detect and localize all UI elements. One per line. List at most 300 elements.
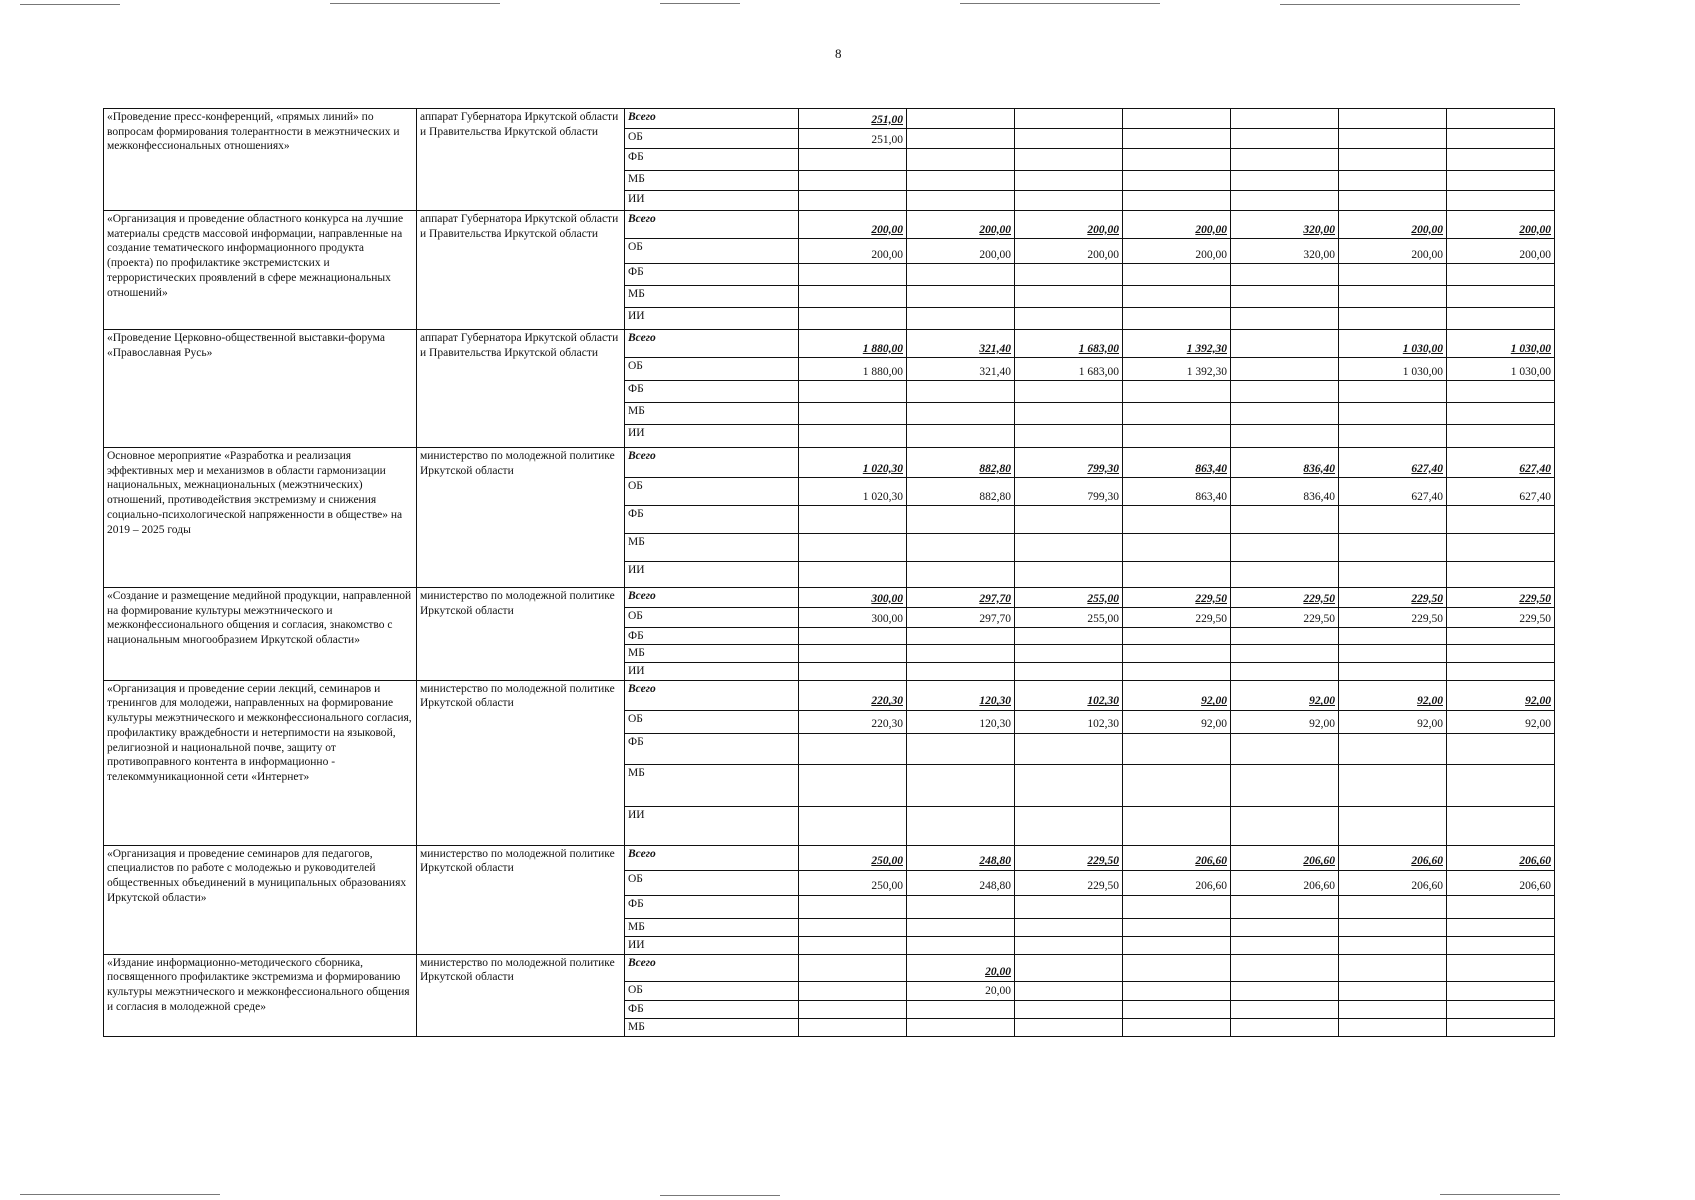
year-amount-cell xyxy=(1339,918,1447,936)
year-amount-cell xyxy=(1339,149,1447,171)
year-amount-cell xyxy=(1231,403,1339,425)
year-amount-cell xyxy=(1339,308,1447,330)
table-row xyxy=(104,211,1555,239)
funding-source: МБ xyxy=(625,403,799,425)
year-amount-cell xyxy=(1447,149,1555,171)
year-amount-cell xyxy=(799,918,907,936)
year-amount-cell: 200,00 xyxy=(1339,211,1447,239)
year-amount-cell xyxy=(1231,918,1339,936)
year-amount-cell xyxy=(1231,308,1339,330)
activity-name: «Издание информационно-методического сборника, посвященного профилактике экстремизма и формированию культуры межэтнического и межконфессионального общения и согласия в молодежной среде» xyxy=(104,954,417,1036)
year-amount-cell: 229,50 xyxy=(1447,608,1555,628)
year-amount-cell xyxy=(1231,954,1339,981)
year-amount-cell xyxy=(1339,1018,1447,1036)
funding-source: МБ xyxy=(625,1018,799,1036)
year-amount-cell xyxy=(1015,1000,1123,1018)
scan-edge-mark xyxy=(1440,1194,1560,1195)
year-amount-cell xyxy=(1015,954,1123,981)
year-amount-cell xyxy=(1339,954,1447,981)
year-amount-cell: 92,00 xyxy=(1447,680,1555,710)
year-amount-cell: 102,30 xyxy=(1015,680,1123,710)
year-amount-cell: 120,30 xyxy=(907,710,1015,733)
year-amount-cell xyxy=(1339,264,1447,286)
year-amount-cell xyxy=(907,109,1015,129)
year-amount-cell: 200,00 xyxy=(799,239,907,264)
year-amount-cell xyxy=(1339,662,1447,680)
year-amount-cell xyxy=(799,191,907,211)
year-amount-cell: 229,50 xyxy=(1123,588,1231,608)
activity-name: «Проведение пресс-конференций, «прямых линий» по вопросам формирования толерантности в межэтнических и межконфессиональных отношениях» xyxy=(104,109,417,211)
year-amount-cell: 297,70 xyxy=(907,608,1015,628)
funding-source: Всего xyxy=(625,448,799,478)
year-amount-cell: 1 030,00 xyxy=(1447,358,1555,381)
year-amount-cell: 1 030,00 xyxy=(1447,330,1555,358)
year-amount-cell xyxy=(799,403,907,425)
scan-edge-mark xyxy=(960,3,1160,4)
responsible-executor: министерство по молодежной политике Иркутской области xyxy=(417,448,625,588)
year-amount-cell xyxy=(799,662,907,680)
year-amount-cell xyxy=(799,286,907,308)
year-amount-cell xyxy=(1339,936,1447,954)
year-amount-cell xyxy=(1447,109,1555,129)
year-amount-cell xyxy=(1015,645,1123,662)
year-amount-cell: 248,80 xyxy=(907,870,1015,895)
year-amount-cell: 229,50 xyxy=(1231,588,1339,608)
year-amount-cell xyxy=(1123,506,1231,534)
year-amount-cell xyxy=(1123,645,1231,662)
funding-source: ИИ xyxy=(625,425,799,448)
funding-source: ФБ xyxy=(625,1000,799,1018)
year-amount-cell: 229,50 xyxy=(1339,608,1447,628)
year-amount-cell xyxy=(1339,403,1447,425)
scan-edge-mark xyxy=(660,1195,780,1196)
year-amount-cell: 92,00 xyxy=(1447,710,1555,733)
year-amount-cell xyxy=(799,764,907,806)
year-amount-cell xyxy=(1447,645,1555,662)
year-amount-cell xyxy=(1447,562,1555,588)
year-amount-cell: 836,40 xyxy=(1231,478,1339,506)
year-amount-cell xyxy=(1015,806,1123,845)
funding-source: ОБ xyxy=(625,981,799,1000)
year-amount-cell xyxy=(1015,918,1123,936)
funding-source: ИИ xyxy=(625,936,799,954)
year-amount-cell: 882,80 xyxy=(907,478,1015,506)
year-amount-cell xyxy=(1231,358,1339,381)
year-amount-cell: 627,40 xyxy=(1447,478,1555,506)
year-amount-cell: 882,80 xyxy=(907,448,1015,478)
year-amount-cell xyxy=(907,534,1015,562)
year-amount-cell: 200,00 xyxy=(907,211,1015,239)
year-amount-cell xyxy=(799,895,907,918)
year-amount-cell xyxy=(799,171,907,191)
year-amount-cell: 206,60 xyxy=(1123,870,1231,895)
year-amount-cell xyxy=(1123,662,1231,680)
activity-name: «Организация и проведение семинаров для педагогов, специалистов по работе с молодежью и руководителей общественных объединений в муниципальных образованиях Иркутской области» xyxy=(104,845,417,954)
year-amount-cell: 1 020,30 xyxy=(799,478,907,506)
year-amount-cell xyxy=(907,918,1015,936)
year-amount-cell xyxy=(1447,981,1555,1000)
year-amount-cell: 799,30 xyxy=(1015,478,1123,506)
funding-source: ФБ xyxy=(625,264,799,286)
responsible-executor: аппарат Губернатора Иркутской области и Правительства Иркутской области xyxy=(417,330,625,448)
table-row xyxy=(104,845,1555,870)
funding-source: ОБ xyxy=(625,870,799,895)
year-amount-cell: 321,40 xyxy=(907,330,1015,358)
year-amount-cell: 120,30 xyxy=(907,680,1015,710)
year-amount-cell: 20,00 xyxy=(907,954,1015,981)
year-amount-cell xyxy=(799,562,907,588)
year-amount-cell xyxy=(1447,895,1555,918)
year-amount-cell xyxy=(799,1018,907,1036)
funding-source: МБ xyxy=(625,534,799,562)
funding-source: ОБ xyxy=(625,478,799,506)
year-amount-cell: 92,00 xyxy=(1231,680,1339,710)
year-amount-cell xyxy=(1231,191,1339,211)
year-amount-cell: 1 392,30 xyxy=(1123,358,1231,381)
year-amount-cell xyxy=(1447,764,1555,806)
table-row xyxy=(104,109,1555,129)
year-amount-cell xyxy=(907,129,1015,149)
funding-source: ИИ xyxy=(625,806,799,845)
year-amount-cell: 321,40 xyxy=(907,358,1015,381)
year-amount-cell xyxy=(1123,733,1231,764)
funding-source: Всего xyxy=(625,109,799,129)
year-amount-cell xyxy=(1123,954,1231,981)
funding-source: ОБ xyxy=(625,358,799,381)
funding-source: Всего xyxy=(625,845,799,870)
year-amount-cell xyxy=(1339,381,1447,403)
funding-source: Всего xyxy=(625,954,799,981)
year-amount-cell xyxy=(907,425,1015,448)
funding-source: МБ xyxy=(625,645,799,662)
year-amount-cell xyxy=(1015,149,1123,171)
year-amount-cell xyxy=(1123,191,1231,211)
funding-source: ФБ xyxy=(625,381,799,403)
year-amount-cell xyxy=(1339,109,1447,129)
year-amount-cell xyxy=(1123,628,1231,645)
funding-source: Всего xyxy=(625,330,799,358)
year-amount-cell: 206,60 xyxy=(1447,870,1555,895)
year-amount-cell xyxy=(1339,733,1447,764)
year-amount-cell xyxy=(1231,381,1339,403)
year-amount-cell xyxy=(1447,264,1555,286)
year-amount-cell xyxy=(1015,662,1123,680)
year-amount-cell: 200,00 xyxy=(1447,211,1555,239)
year-amount-cell: 229,50 xyxy=(1231,608,1339,628)
year-amount-cell xyxy=(1015,425,1123,448)
year-amount-cell: 251,00 xyxy=(799,109,907,129)
year-amount-cell xyxy=(907,628,1015,645)
year-amount-cell xyxy=(1447,954,1555,981)
year-amount-cell xyxy=(907,381,1015,403)
year-amount-cell xyxy=(1123,562,1231,588)
year-amount-cell xyxy=(907,895,1015,918)
year-amount-cell: 229,50 xyxy=(1339,588,1447,608)
year-amount-cell: 220,30 xyxy=(799,710,907,733)
funding-source: Всего xyxy=(625,680,799,710)
year-amount-cell xyxy=(907,403,1015,425)
table-row xyxy=(104,588,1555,608)
year-amount-cell xyxy=(1447,806,1555,845)
year-amount-cell xyxy=(1123,264,1231,286)
funding-source: МБ xyxy=(625,918,799,936)
year-amount-cell: 200,00 xyxy=(1123,239,1231,264)
year-amount-cell: 863,40 xyxy=(1123,448,1231,478)
year-amount-cell xyxy=(1123,381,1231,403)
year-amount-cell xyxy=(1339,764,1447,806)
year-amount-cell xyxy=(1015,628,1123,645)
year-amount-cell xyxy=(907,806,1015,845)
year-amount-cell: 1 683,00 xyxy=(1015,330,1123,358)
year-amount-cell xyxy=(1231,562,1339,588)
year-amount-cell xyxy=(907,506,1015,534)
year-amount-cell xyxy=(799,149,907,171)
funding-source: ФБ xyxy=(625,506,799,534)
year-amount-cell: 206,60 xyxy=(1339,845,1447,870)
table-row xyxy=(104,680,1555,710)
year-amount-cell xyxy=(907,1000,1015,1018)
year-amount-cell xyxy=(1447,381,1555,403)
year-amount-cell xyxy=(1015,764,1123,806)
year-amount-cell xyxy=(1123,534,1231,562)
year-amount-cell xyxy=(1447,1018,1555,1036)
year-amount-cell xyxy=(1231,109,1339,129)
year-amount-cell xyxy=(1231,662,1339,680)
year-amount-cell: 250,00 xyxy=(799,845,907,870)
year-amount-cell xyxy=(1339,191,1447,211)
year-amount-cell xyxy=(1339,981,1447,1000)
year-amount-cell: 251,00 xyxy=(799,129,907,149)
year-amount-cell: 200,00 xyxy=(907,239,1015,264)
year-amount-cell xyxy=(1015,171,1123,191)
year-amount-cell: 836,40 xyxy=(1231,448,1339,478)
year-amount-cell xyxy=(1123,895,1231,918)
activity-name: «Создание и размещение медийной продукции, направленной на формирование культуры межэтнического и межконфессионального общения и согласия, знакомство с национальным многообразием Иркутской области» xyxy=(104,588,417,681)
year-amount-cell: 102,30 xyxy=(1015,710,1123,733)
year-amount-cell xyxy=(799,264,907,286)
year-amount-cell: 20,00 xyxy=(907,981,1015,1000)
year-amount-cell xyxy=(1231,1000,1339,1018)
activity-name: «Организация и проведение областного конкурса на лучшие материалы средств массовой информации, направленные на создание тематического информационного продукта (проекта) по профилактике экстремистских и террористических проявлений в сфере межнациональных отношений» xyxy=(104,211,417,330)
year-amount-cell xyxy=(1447,733,1555,764)
year-amount-cell: 627,40 xyxy=(1339,478,1447,506)
year-amount-cell xyxy=(1339,171,1447,191)
year-amount-cell xyxy=(907,171,1015,191)
year-amount-cell xyxy=(1231,981,1339,1000)
year-amount-cell: 200,00 xyxy=(1339,239,1447,264)
year-amount-cell: 627,40 xyxy=(1447,448,1555,478)
year-amount-cell xyxy=(1231,506,1339,534)
year-amount-cell: 1 392,30 xyxy=(1123,330,1231,358)
year-amount-cell xyxy=(1231,129,1339,149)
year-amount-cell: 320,00 xyxy=(1231,239,1339,264)
year-amount-cell xyxy=(799,381,907,403)
year-amount-cell: 229,50 xyxy=(1015,870,1123,895)
year-amount-cell xyxy=(1231,534,1339,562)
year-amount-cell: 206,60 xyxy=(1339,870,1447,895)
year-amount-cell xyxy=(1339,286,1447,308)
funding-source: МБ xyxy=(625,764,799,806)
year-amount-cell: 206,60 xyxy=(1231,845,1339,870)
funding-source: ОБ xyxy=(625,239,799,264)
year-amount-cell xyxy=(1123,1018,1231,1036)
year-amount-cell xyxy=(1123,171,1231,191)
funding-source: ФБ xyxy=(625,149,799,171)
funding-source: Всего xyxy=(625,211,799,239)
year-amount-cell xyxy=(799,425,907,448)
year-amount-cell xyxy=(1339,425,1447,448)
year-amount-cell xyxy=(1123,425,1231,448)
year-amount-cell xyxy=(907,662,1015,680)
activity-name: «Проведение Церковно-общественной выставки-форума «Православная Русь» xyxy=(104,330,417,448)
year-amount-cell xyxy=(1123,981,1231,1000)
year-amount-cell xyxy=(1339,506,1447,534)
year-amount-cell xyxy=(1231,628,1339,645)
responsible-executor: аппарат Губернатора Иркутской области и Правительства Иркутской области xyxy=(417,109,625,211)
scan-edge-mark xyxy=(1280,4,1520,5)
year-amount-cell: 297,70 xyxy=(907,588,1015,608)
year-amount-cell xyxy=(799,506,907,534)
year-amount-cell: 250,00 xyxy=(799,870,907,895)
year-amount-cell xyxy=(1339,895,1447,918)
year-amount-cell: 1 880,00 xyxy=(799,330,907,358)
year-amount-cell xyxy=(1015,191,1123,211)
funding-source: ОБ xyxy=(625,608,799,628)
year-amount-cell xyxy=(1447,918,1555,936)
responsible-executor: аппарат Губернатора Иркутской области и Правительства Иркутской области xyxy=(417,211,625,330)
year-amount-cell: 799,30 xyxy=(1015,448,1123,478)
year-amount-cell xyxy=(1339,562,1447,588)
year-amount-cell xyxy=(907,733,1015,764)
year-amount-cell xyxy=(1015,534,1123,562)
year-amount-cell: 206,60 xyxy=(1123,845,1231,870)
year-amount-cell xyxy=(1015,981,1123,1000)
year-amount-cell xyxy=(1231,895,1339,918)
year-amount-cell xyxy=(1015,936,1123,954)
year-amount-cell xyxy=(799,806,907,845)
funding-source: ФБ xyxy=(625,733,799,764)
year-amount-cell xyxy=(1447,936,1555,954)
year-amount-cell xyxy=(907,264,1015,286)
funding-source: Всего xyxy=(625,588,799,608)
year-amount-cell xyxy=(1015,1018,1123,1036)
activity-name: «Организация и проведение серии лекций, семинаров и тренингов для молодежи, направленных на формирование культуры межэтнического и межконфессионального согласия, профилактику враждебности и нетерпимости на языковой, религиозной и национальной почве, защиту от противоправного контента в информационно - телекоммуникационной сети «Интернет» xyxy=(104,680,417,845)
year-amount-cell xyxy=(1447,1000,1555,1018)
year-amount-cell xyxy=(1123,764,1231,806)
year-amount-cell xyxy=(1447,171,1555,191)
funding-source: ИИ xyxy=(625,662,799,680)
responsible-executor: министерство по молодежной политике Иркутской области xyxy=(417,680,625,845)
year-amount-cell xyxy=(1015,109,1123,129)
responsible-executor: министерство по молодежной политике Иркутской области xyxy=(417,954,625,1036)
year-amount-cell xyxy=(1015,895,1123,918)
funding-source: ОБ xyxy=(625,710,799,733)
year-amount-cell: 627,40 xyxy=(1339,448,1447,478)
year-amount-cell xyxy=(1447,191,1555,211)
year-amount-cell xyxy=(1123,403,1231,425)
year-amount-cell xyxy=(799,1000,907,1018)
year-amount-cell xyxy=(799,936,907,954)
year-amount-cell xyxy=(1015,381,1123,403)
year-amount-cell: 200,00 xyxy=(1447,239,1555,264)
year-amount-cell xyxy=(1339,628,1447,645)
year-amount-cell xyxy=(1123,149,1231,171)
funding-source: ФБ xyxy=(625,895,799,918)
year-amount-cell xyxy=(907,1018,1015,1036)
year-amount-cell: 1 030,00 xyxy=(1339,358,1447,381)
scan-edge-mark xyxy=(660,3,740,4)
year-amount-cell xyxy=(1447,628,1555,645)
year-amount-cell xyxy=(1123,308,1231,330)
year-amount-cell xyxy=(799,628,907,645)
year-amount-cell: 255,00 xyxy=(1015,608,1123,628)
year-amount-cell xyxy=(1015,562,1123,588)
year-amount-cell xyxy=(907,936,1015,954)
year-amount-cell: 92,00 xyxy=(1339,680,1447,710)
year-amount-cell xyxy=(1231,286,1339,308)
year-amount-cell xyxy=(1231,149,1339,171)
responsible-executor: министерство по молодежной политике Иркутской области xyxy=(417,588,625,681)
year-amount-cell xyxy=(1123,109,1231,129)
scan-edge-mark xyxy=(20,4,120,5)
year-amount-cell: 200,00 xyxy=(799,211,907,239)
year-amount-cell xyxy=(1339,645,1447,662)
year-amount-cell: 229,50 xyxy=(1015,845,1123,870)
year-amount-cell xyxy=(1231,425,1339,448)
year-amount-cell xyxy=(1447,425,1555,448)
year-amount-cell: 863,40 xyxy=(1123,478,1231,506)
funding-source: МБ xyxy=(625,286,799,308)
funding-source: МБ xyxy=(625,171,799,191)
year-amount-cell xyxy=(1123,1000,1231,1018)
year-amount-cell: 300,00 xyxy=(799,588,907,608)
year-amount-cell xyxy=(907,645,1015,662)
year-amount-cell xyxy=(1447,534,1555,562)
year-amount-cell xyxy=(1231,806,1339,845)
table-row xyxy=(104,448,1555,478)
funding-source: ИИ xyxy=(625,562,799,588)
year-amount-cell xyxy=(799,534,907,562)
year-amount-cell xyxy=(907,764,1015,806)
year-amount-cell xyxy=(799,954,907,981)
responsible-executor: министерство по молодежной политике Иркутской области xyxy=(417,845,625,954)
year-amount-cell xyxy=(907,286,1015,308)
year-amount-cell: 1 683,00 xyxy=(1015,358,1123,381)
year-amount-cell xyxy=(799,733,907,764)
year-amount-cell xyxy=(1231,171,1339,191)
funding-source: ФБ xyxy=(625,628,799,645)
scan-edge-mark xyxy=(20,1194,220,1195)
year-amount-cell xyxy=(1123,129,1231,149)
year-amount-cell xyxy=(1015,286,1123,308)
funding-source: ИИ xyxy=(625,308,799,330)
year-amount-cell xyxy=(1123,918,1231,936)
year-amount-cell xyxy=(1447,662,1555,680)
year-amount-cell: 255,00 xyxy=(1015,588,1123,608)
year-amount-cell: 300,00 xyxy=(799,608,907,628)
year-amount-cell xyxy=(1015,129,1123,149)
year-amount-cell xyxy=(1231,1018,1339,1036)
table-row xyxy=(104,954,1555,981)
year-amount-cell: 248,80 xyxy=(907,845,1015,870)
year-amount-cell: 229,50 xyxy=(1123,608,1231,628)
year-amount-cell xyxy=(799,308,907,330)
year-amount-cell xyxy=(1339,534,1447,562)
year-amount-cell: 220,30 xyxy=(799,680,907,710)
year-amount-cell: 92,00 xyxy=(1123,710,1231,733)
year-amount-cell xyxy=(1015,506,1123,534)
year-amount-cell xyxy=(907,308,1015,330)
